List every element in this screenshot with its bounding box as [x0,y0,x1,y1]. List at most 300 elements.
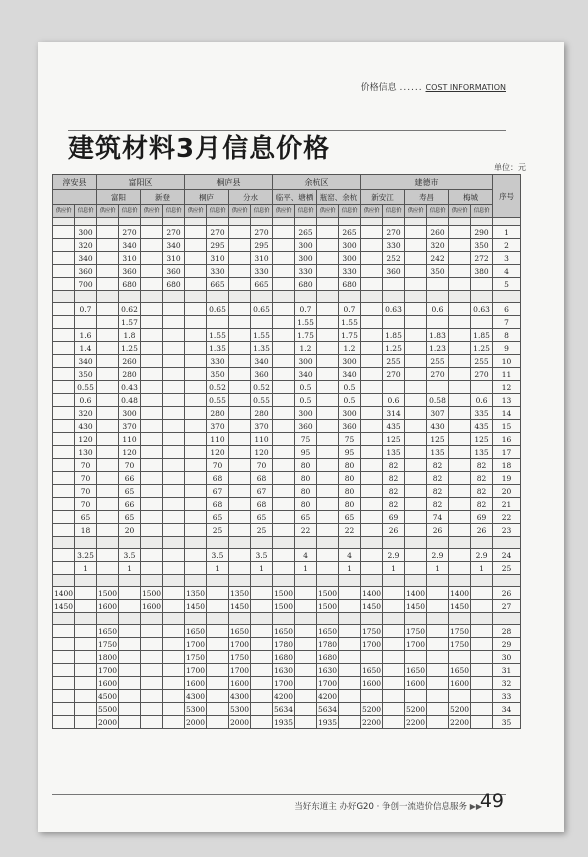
price-cell [141,625,163,638]
footer-slogan [294,800,482,812]
price-cell: 1700 [185,665,206,675]
price-cell [163,329,185,342]
price-cell: 0.62 [119,303,141,316]
separator-cell [471,575,493,587]
price-cell [119,600,141,613]
separator-cell [207,218,229,226]
price-cell [449,511,471,524]
price-cell [163,511,185,524]
price-cell [97,459,119,472]
price-cell: 1500 [97,588,118,598]
price-cell: 25 [251,524,273,537]
separator-cell [229,291,251,303]
price-cell [405,446,427,459]
price-cell: 0.55 [75,381,97,394]
price-cell [185,485,207,498]
price-cell: 340 [163,239,185,252]
price-cell: 1.23 [427,342,449,355]
price-cell [207,625,229,638]
price-cell [185,511,207,524]
separator-cell [251,291,273,303]
county-header: 新登 [141,190,185,205]
price-cell: 65 [251,511,273,524]
price-cell [163,355,185,368]
price-cell: 320 [427,239,449,252]
price-cell: 1.55 [295,316,317,329]
price-cell [449,485,471,498]
price-cell: 300 [339,239,361,252]
price-cell [405,226,427,239]
price-cell [207,638,229,651]
price-cell [273,407,295,420]
price-cell: 1680 [317,652,338,662]
price-cell [449,381,471,394]
price-cell: 1.35 [207,342,229,355]
price-cell: 125 [427,433,449,446]
price-cell: 65 [207,511,229,524]
price-cell [141,303,163,316]
price-cell [141,549,163,562]
price-cell: 1700 [185,639,206,649]
price-cell: 70 [75,459,97,472]
price-cell: 22 [295,524,317,537]
price-cell [97,252,119,265]
price-cell [273,278,295,291]
separator-cell [185,218,207,226]
county-header-empty [53,190,97,205]
price-cell [449,394,471,407]
separator-cell [471,613,493,625]
price-cell: 1600 [97,678,118,688]
separator-cell [119,537,141,549]
price-cell [295,625,317,638]
price-cell [229,420,251,433]
price-cell: 1450 [229,601,250,611]
seq-cell: 25 [493,562,521,575]
price-cell [405,368,427,381]
price-cell: 95 [339,446,361,459]
seq-cell: 24 [493,549,521,562]
price-cell: 0.5 [295,394,317,407]
price-cell [383,677,405,690]
price-cell [405,651,427,664]
seq-cell: 32 [493,677,521,690]
price-cell [53,278,75,291]
price-cell [53,472,75,485]
seq-cell: 10 [493,355,521,368]
price-cell: 272 [471,252,493,265]
price-cell: 82 [383,472,405,485]
price-cell: 68 [207,472,229,485]
arrow-icon: ▶▶ [469,802,482,811]
price-cell: 1700 [405,639,426,649]
price-cell: 380 [471,265,493,278]
price-cell [75,316,97,329]
price-cell [339,651,361,664]
price-cell [383,716,405,729]
table-row [53,485,521,498]
price-cell [141,239,163,252]
table-row [53,562,521,575]
price-cell [317,394,339,407]
seq-cell: 7 [493,316,521,329]
price-cell: 1750 [449,639,470,649]
price-cell: 1 [119,562,141,575]
price-cell: 1650 [273,626,294,636]
separator-cell [75,575,97,587]
price-cell [53,226,75,239]
price-cell [251,677,273,690]
price-cell [339,587,361,600]
price-cell [361,303,383,316]
price-cell [383,587,405,600]
price-cell [53,703,75,716]
price-type-header: 供应价 [53,205,75,218]
table-row [53,524,521,537]
separator-cell [141,218,163,226]
price-type-header: 信息价 [471,205,493,218]
price-cell: 5300 [185,704,206,714]
separator-cell [75,537,97,549]
group-separator [53,218,521,226]
price-cell [53,355,75,368]
price-cell: 25 [207,524,229,537]
price-cell [405,265,427,278]
price-cell [185,446,207,459]
price-cell [141,498,163,511]
separator-cell [53,218,75,226]
price-cell: 314 [383,407,405,420]
seq-cell: 30 [493,651,521,664]
price-cell [97,303,119,316]
price-cell: 1600 [185,678,206,688]
price-cell: 4 [339,549,361,562]
price-cell [75,587,97,600]
price-cell: 5634 [273,704,294,714]
price-cell [361,562,383,575]
separator-cell [207,575,229,587]
region-header: 富阳区 [97,175,185,190]
price-cell: 135 [427,446,449,459]
price-cell: 280 [251,407,273,420]
price-cell [141,677,163,690]
price-cell: 82 [427,472,449,485]
price-cell [317,329,339,342]
price-cell [317,524,339,537]
price-cell [405,342,427,355]
price-cell [449,459,471,472]
price-cell: 360 [383,265,405,278]
price-cell [251,600,273,613]
price-cell [163,664,185,677]
price-cell: 1600 [229,678,250,688]
price-cell [427,316,449,329]
price-cell [141,252,163,265]
price-cell: 4300 [229,691,250,701]
price-cell: 20 [119,524,141,537]
price-cell: 1400 [405,588,426,598]
price-cell: 360 [251,368,273,381]
separator-cell [339,537,361,549]
price-cell: 1 [75,562,97,575]
price-cell: 1.85 [383,329,405,342]
price-cell: 82 [471,472,493,485]
price-cell [185,355,207,368]
price-cell: 70 [75,485,97,498]
price-cell [185,252,207,265]
price-cell: 330 [251,265,273,278]
price-cell: 290 [471,226,493,239]
price-cell: 65 [295,511,317,524]
seq-cell: 34 [493,703,521,716]
separator-cell [163,291,185,303]
price-cell [185,562,207,575]
separator-cell [339,575,361,587]
separator-cell [361,613,383,625]
price-cell [97,329,119,342]
table-row [53,446,521,459]
separator-cell [141,613,163,625]
separator-cell [141,537,163,549]
price-cell [207,690,229,703]
price-cell [383,703,405,716]
price-cell [361,498,383,511]
price-cell: 330 [295,265,317,278]
seq-cell: 4 [493,265,521,278]
separator-cell [273,537,295,549]
region-header: 余杭区 [273,175,361,190]
separator-cell [251,218,273,226]
price-cell [449,524,471,537]
separator-cell [97,537,119,549]
price-cell: 2.9 [383,549,405,562]
price-cell: 360 [295,420,317,433]
county-header: 富阳 [97,190,141,205]
price-cell [163,420,185,433]
separator-cell [383,537,405,549]
price-cell [405,420,427,433]
price-cell: 310 [251,252,273,265]
price-cell [163,549,185,562]
price-cell: 1400 [53,588,74,598]
section-header [38,80,564,94]
price-cell [97,446,119,459]
price-cell [295,587,317,600]
price-cell [53,433,75,446]
price-cell [361,524,383,537]
separator-cell [53,575,75,587]
separator-cell [119,291,141,303]
price-cell [383,316,405,329]
price-cell: 2200 [449,717,470,727]
separator-cell [75,613,97,625]
price-cell [163,368,185,381]
price-cell: 0.6 [75,394,97,407]
price-cell [163,703,185,716]
price-cell: 350 [207,368,229,381]
price-cell [141,433,163,446]
price-type-header: 供应价 [97,205,119,218]
price-type-header: 信息价 [383,205,405,218]
table-row [53,342,521,355]
price-type-header: 供应价 [449,205,471,218]
price-cell: 1450 [361,601,382,611]
price-cell [361,316,383,329]
price-cell [207,703,229,716]
separator-cell [295,218,317,226]
price-cell: 110 [207,433,229,446]
price-cell: 340 [75,355,97,368]
price-cell: 1800 [97,652,118,662]
price-cell: 340 [119,239,141,252]
price-cell: 350 [75,368,97,381]
seq-cell: 1 [493,226,521,239]
price-cell: 80 [295,459,317,472]
price-cell [141,485,163,498]
price-cell: 1935 [317,717,338,727]
price-cell [163,472,185,485]
price-cell [317,407,339,420]
price-cell [97,549,119,562]
separator-cell [471,218,493,226]
price-cell: 0.5 [339,381,361,394]
separator-cell [119,575,141,587]
price-cell [185,368,207,381]
footer-slogan-text: 当好东道主 办好G20 · 争创一流造价信息服务 [294,802,467,812]
price-cell [273,511,295,524]
separator-cell [295,291,317,303]
price-cell [361,381,383,394]
price-cell: 1700 [273,678,294,688]
price-cell [405,524,427,537]
price-cell: 265 [295,226,317,239]
price-cell: 110 [119,433,141,446]
price-cell: 82 [471,459,493,472]
price-cell [317,562,339,575]
separator-cell [97,575,119,587]
table-row [53,420,521,433]
price-cell: 665 [251,278,273,291]
separator-cell [317,575,339,587]
price-cell [97,342,119,355]
price-cell [185,278,207,291]
price-cell [427,651,449,664]
seq-cell: 27 [493,600,521,613]
price-cell: 0.65 [207,303,229,316]
price-cell [185,303,207,316]
table-row [53,690,521,703]
price-cell: 270 [471,368,493,381]
table-row [53,638,521,651]
price-cell [317,420,339,433]
price-cell [251,651,273,664]
price-cell [273,420,295,433]
separator-cell [163,575,185,587]
price-cell [141,562,163,575]
price-cell [273,394,295,407]
price-cell [163,625,185,638]
price-type-header: 供应价 [405,205,427,218]
price-cell [53,651,75,664]
price-cell [471,638,493,651]
price-cell [229,472,251,485]
price-type-header: 信息价 [163,205,185,218]
separator-cell [361,537,383,549]
price-cell [361,355,383,368]
price-cell: 1400 [361,588,382,598]
price-cell [449,252,471,265]
price-cell [185,472,207,485]
price-cell: 4300 [185,691,206,701]
price-cell [449,562,471,575]
price-cell [53,485,75,498]
price-cell [163,407,185,420]
price-cell [97,562,119,575]
price-cell [141,381,163,394]
section-label-cn: 价格信息 [360,83,397,93]
price-cell [471,703,493,716]
price-cell [471,278,493,291]
price-cell [449,420,471,433]
county-header: 桐庐 [185,190,229,205]
price-cell: 70 [75,498,97,511]
price-cell: 68 [251,472,273,485]
price-cell: 82 [383,459,405,472]
price-cell [361,342,383,355]
price-cell: 1450 [405,601,426,611]
price-cell [383,690,405,703]
price-type-header: 供应价 [141,205,163,218]
price-cell: 1.35 [251,342,273,355]
price-cell [361,278,383,291]
price-cell: 320 [75,239,97,252]
price-cell [251,587,273,600]
price-cell [141,638,163,651]
price-cell [163,498,185,511]
seq-cell: 11 [493,368,521,381]
seq-cell: 2 [493,239,521,252]
price-cell: 3.5 [207,549,229,562]
price-cell [361,420,383,433]
seq-cell: 23 [493,524,521,537]
separator-cell [383,218,405,226]
price-cell [471,600,493,613]
seq-cell: 17 [493,446,521,459]
price-cell: 70 [207,459,229,472]
price-cell [163,303,185,316]
price-cell [251,690,273,703]
price-cell [119,716,141,729]
separator-cell [75,218,97,226]
table-row [53,407,521,420]
price-cell [97,265,119,278]
price-cell: 1500 [141,588,162,598]
price-cell [427,677,449,690]
price-cell [163,381,185,394]
separator-cell [317,218,339,226]
price-cell [405,485,427,498]
price-cell: 0.7 [339,303,361,316]
price-cell [251,716,273,729]
price-cell: 135 [383,446,405,459]
price-cell [141,420,163,433]
price-cell [141,446,163,459]
price-cell: 80 [295,498,317,511]
price-cell [97,433,119,446]
seq-cell: 19 [493,472,521,485]
price-cell: 0.6 [427,303,449,316]
region-header: 桐庐县 [185,175,273,190]
